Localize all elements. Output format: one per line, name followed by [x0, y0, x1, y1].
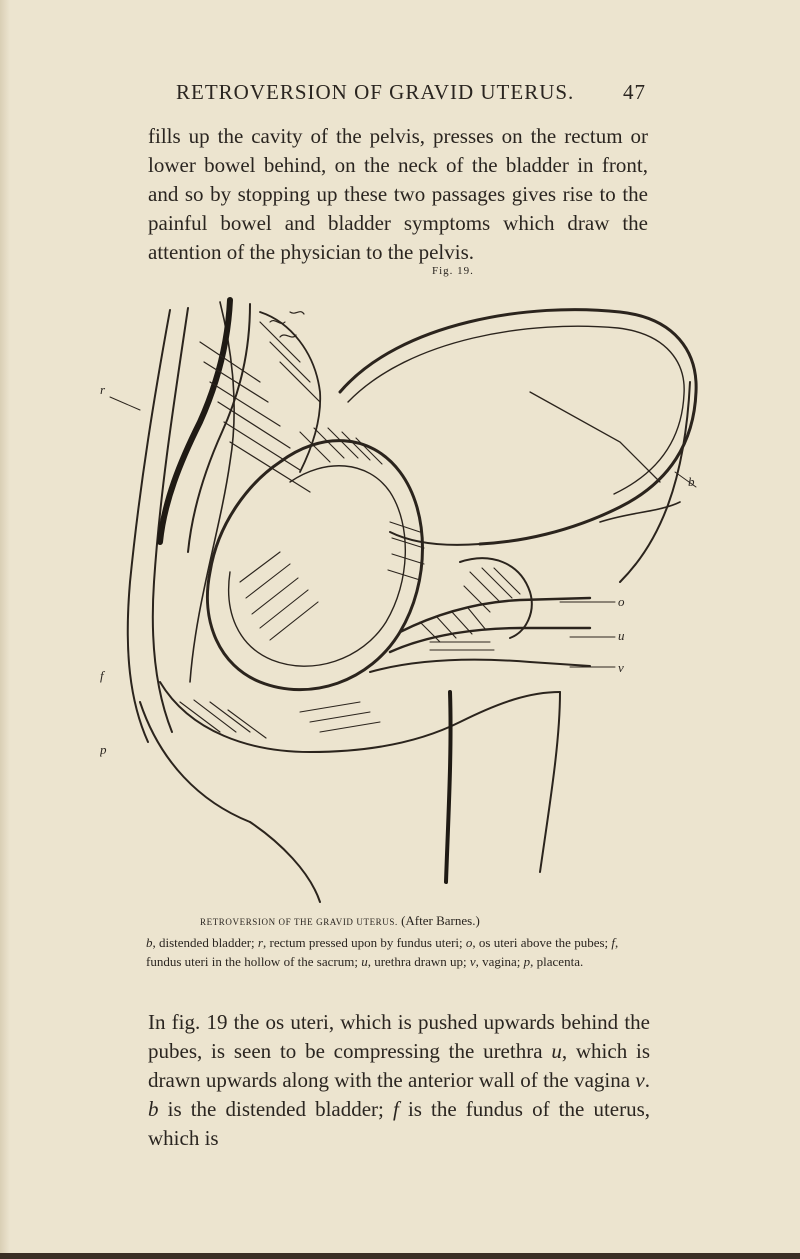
- figure-legend: b, distended bladder; r, rectum pressed upon by fundus uteri; o, os uteri above the pubes; f, fundus uteri in the hollow of the sacrum; u, urethra drawn up; v, vagina; p, placenta.: [146, 935, 619, 969]
- figure-letter-o: o: [618, 594, 625, 609]
- figure-illustration: [100, 282, 700, 912]
- caption-title-text: RETROVERSION OF THE GRAVID UTERUS.: [200, 917, 398, 927]
- figure-letter-r: r: [100, 382, 106, 397]
- figure-letter-v: v: [618, 660, 624, 675]
- figure-letter-b: b: [688, 474, 695, 489]
- para-bottom-part1: In fig. 19 the os uteri, which is pushed upwards behind the pubes, is seen to be compressing the urethra: [148, 1010, 650, 1063]
- para-bottom-b: b: [148, 1097, 159, 1121]
- legend-text-o: os uteri above the pubes;: [478, 935, 609, 950]
- legend-key-u: u: [361, 954, 368, 969]
- para-bottom-u: u: [551, 1039, 562, 1063]
- legend-text-u: urethra drawn up;: [374, 954, 467, 969]
- para-bottom-part5: is the fundus of the uterus, which is: [148, 1097, 651, 1150]
- legend-key-f: f: [611, 935, 616, 950]
- page-number: 47: [623, 80, 646, 104]
- legend-key-p: p: [523, 954, 531, 969]
- legend-key-r: r: [257, 935, 263, 950]
- figure-label: Fig. 19.: [432, 265, 474, 277]
- legend-key-v: v: [469, 954, 476, 969]
- legend-text-p: placenta.: [536, 954, 584, 969]
- para-bottom-part4: is the distended bladder;: [167, 1097, 384, 1121]
- figure-letter-p: p: [100, 742, 107, 757]
- para-bottom-part3: .: [644, 1068, 650, 1092]
- page-bottom-edge: [0, 1253, 800, 1259]
- paragraph-top: fills up the cavity of the pelvis, presses on the rectum or lower bowel behind, on the neck of the bladder in front, and so by stopping up these two passages gives rise to the painful bowel and bladder symptoms which draw the attention of the physician to the pelvis.: [148, 124, 648, 264]
- legend-text-f: fundus uteri in the hollow of the sacrum;: [146, 954, 358, 969]
- figure-letter-u: u: [618, 628, 625, 643]
- paragraph-bottom: [148, 1008, 650, 1153]
- anatomical-figure: [100, 282, 700, 912]
- figure-letter-f: f: [100, 668, 104, 683]
- legend-text-b: distended bladder;: [159, 935, 255, 950]
- para-bottom-v: v: [635, 1068, 645, 1092]
- para-bottom-f: f: [392, 1097, 399, 1121]
- legend-key-b: b: [146, 935, 153, 950]
- figure-caption-title: [200, 913, 480, 929]
- legend-text-r: rectum pressed upon by fundus uteri;: [269, 935, 463, 950]
- legend-text-v: vagina;: [482, 954, 521, 969]
- caption-credit: (After Barnes.): [401, 913, 480, 928]
- running-head-title: RETROVERSION OF GRAVID UTERUS.: [176, 80, 575, 104]
- para-bottom-part2: , which is drawn upwards along with the anterior wall of the vagina: [148, 1039, 650, 1092]
- legend-key-o: o: [465, 935, 473, 950]
- page-edge-shadow: [0, 0, 10, 1259]
